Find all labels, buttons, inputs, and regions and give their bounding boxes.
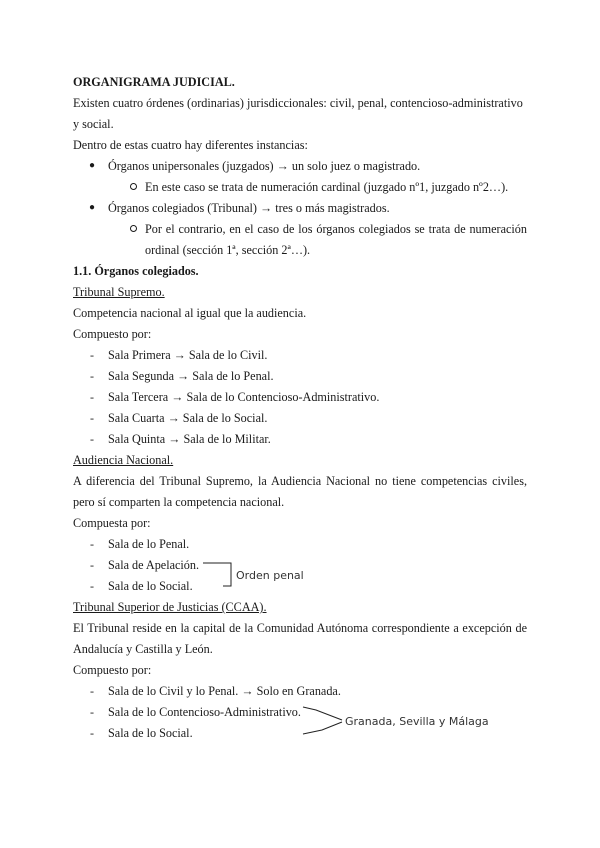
dash-marker: - <box>90 390 94 404</box>
audiencia-texto-line-2: pero sí comparten la competencia nacional. <box>73 495 285 509</box>
tsj-compuesto: Compuesto por: <box>73 663 152 677</box>
supremo-competencia: Competencia nacional al igual que la audiencia. <box>73 306 307 320</box>
handwritten-note-granada-sevilla-malaga: Granada, Sevilla y Málaga <box>345 715 489 728</box>
audiencia-sala-1: Sala de lo Penal. <box>108 537 190 551</box>
heading-tribunal-supremo: Tribunal Supremo. <box>73 285 165 299</box>
tsj-texto-line-1: El Tribunal reside en la capital de la Comunidad Autónoma correspondiente a excepción de <box>73 621 527 635</box>
dash-marker: - <box>90 369 94 383</box>
intro-line-1: Existen cuatro órdenes (ordinarias) jurisdiccionales: civil, penal, contencioso-administrativo <box>73 96 523 110</box>
handwritten-note-orden-penal: Orden penal <box>236 569 304 582</box>
heading-audiencia-nacional: Audiencia Nacional. <box>73 453 174 467</box>
bullet-dot-icon: ● <box>89 160 96 171</box>
tsj-texto-line-2: Andalucía y Castilla y León. <box>73 642 213 656</box>
intro-line-2: y social. <box>73 117 114 131</box>
dash-marker: - <box>90 432 94 446</box>
supremo-sala-3: Sala Tercera → Sala de lo Contencioso-Administrativo. <box>108 390 380 404</box>
audiencia-compuesta: Compuesta por: <box>73 516 151 530</box>
audiencia-sala-2: Sala de Apelación. <box>108 558 200 572</box>
dash-marker: - <box>90 348 94 362</box>
tsj-sala-2: Sala de lo Contencioso-Administrativo. <box>108 705 301 719</box>
supremo-sala-4: Sala Cuarta → Sala de lo Social. <box>108 411 268 425</box>
document-title: ORGANIGRAMA JUDICIAL. <box>73 75 235 89</box>
list-subitem-colegiados-line-2: ordinal (sección 1ª, sección 2ª…). <box>145 243 311 257</box>
supremo-sala-1: Sala Primera → Sala de lo Civil. <box>108 348 268 362</box>
tsj-sala-3: Sala de lo Social. <box>108 726 193 740</box>
audiencia-sala-3: Sala de lo Social. <box>108 579 193 593</box>
supremo-compuesto: Compuesto por: <box>73 327 152 341</box>
tsj-sala-1: Sala de lo Civil y lo Penal. → Solo en Granada. <box>108 684 341 698</box>
list-item-unipersonales: Órganos unipersonales (juzgados) → un solo juez o magistrado. <box>108 159 421 173</box>
dash-marker: - <box>90 558 94 572</box>
section-heading: 1.1. Órganos colegiados. <box>73 264 199 278</box>
converge-line-icon <box>303 722 342 734</box>
heading-tsj: Tribunal Superior de Justicias (CCAA). <box>73 600 267 614</box>
bullet-dot-icon: ● <box>89 202 96 213</box>
dash-marker: - <box>90 726 94 740</box>
list-subitem-unipersonales: En este caso se trata de numeración cardinal (juzgado nº1, juzgado nº2…). <box>145 180 509 194</box>
dash-marker: - <box>90 684 94 698</box>
intro-line-3: Dentro de estas cuatro hay diferentes instancias: <box>73 138 308 152</box>
supremo-sala-5: Sala Quinta → Sala de lo Militar. <box>108 432 271 446</box>
bracket-line-icon <box>203 563 231 586</box>
supremo-sala-2: Sala Segunda → Sala de lo Penal. <box>108 369 274 383</box>
list-subitem-colegiados-line-1: Por el contrario, en el caso de los órganos colegiados se trata de numeración <box>145 222 527 236</box>
audiencia-texto-line-1: A diferencia del Tribunal Supremo, la Audiencia Nacional no tiene competencias civiles, <box>73 474 527 488</box>
dash-marker: - <box>90 411 94 425</box>
dash-marker: - <box>90 579 94 593</box>
dash-marker: - <box>90 537 94 551</box>
dash-marker: - <box>90 705 94 719</box>
list-item-colegiados: Órganos colegiados (Tribunal) → tres o más magistrados. <box>108 201 390 215</box>
converge-line-icon <box>303 707 342 720</box>
